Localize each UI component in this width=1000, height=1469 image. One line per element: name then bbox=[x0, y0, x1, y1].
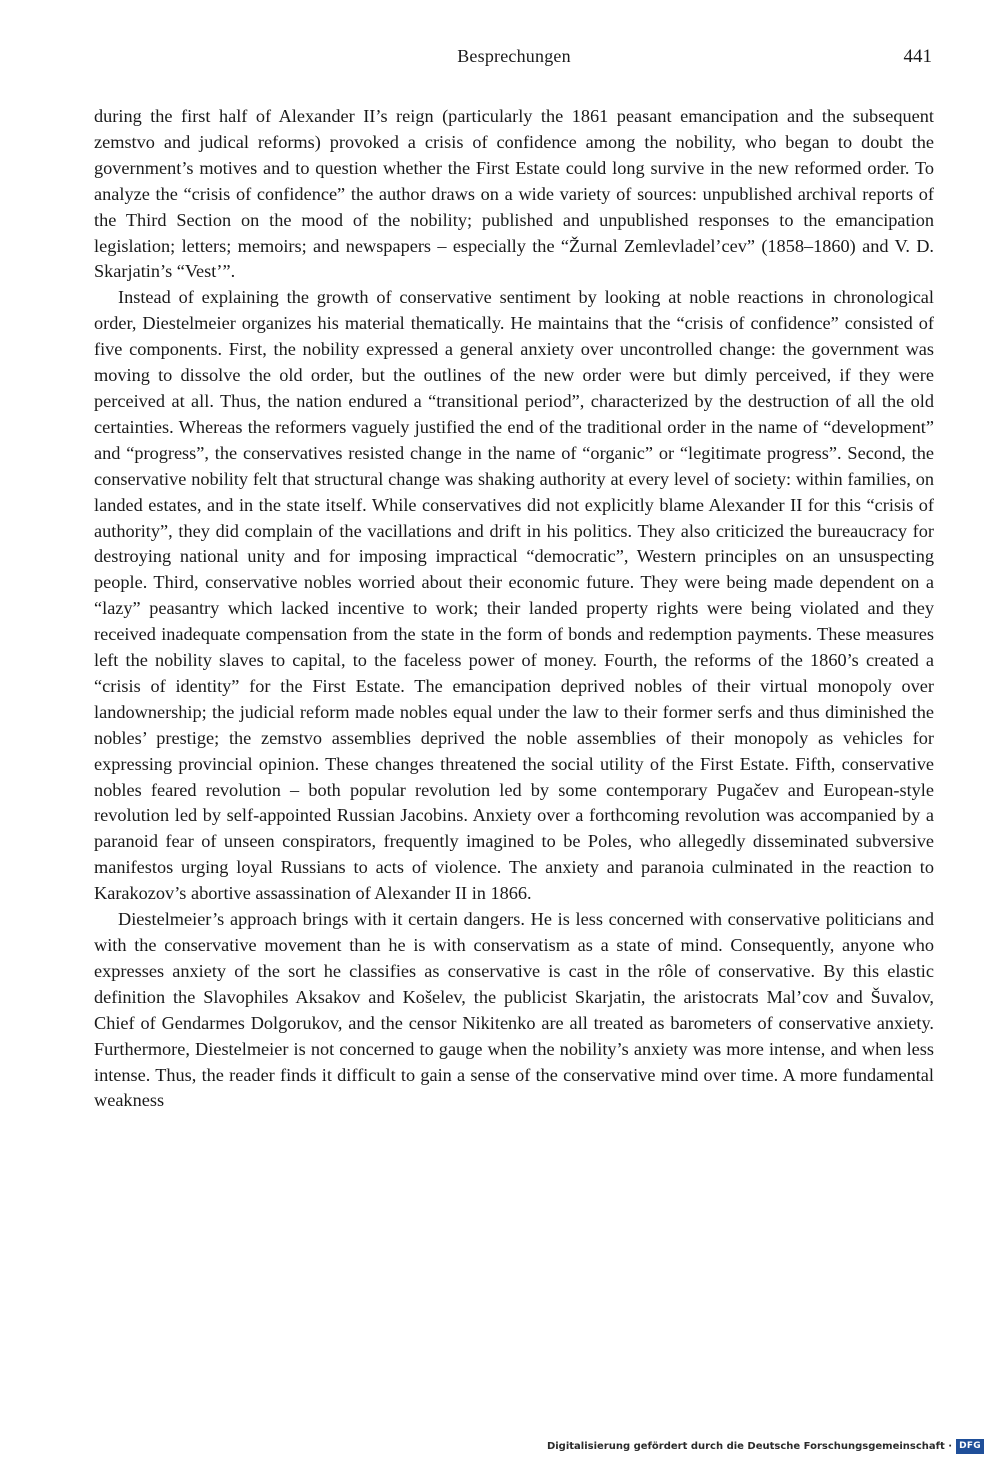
paragraph-2: Instead of explaining the growth of conservative sentiment by looking at noble reactions in chronological order, Diestelmeier organizes his material thematically. He maintains that the “crisis of confidence” consisted of five components. First, the nobility expressed a general anxiety over uncontrolled change: the government was moving to dissolve the old order, but the outlines of the new order were but dimly perceived, if they were perceived at all. Thus, the nation endured a “transitional period”, characterized by the destruction of all the old certainties. Whereas the reformers vaguely justified the end of the traditional order in the name of “development” and “progress”, the conservatives resisted change in the name of “organic” or “legitimate progress”. Second, the conservative nobility felt that structural change was shaking authority at every level of society: within families, on landed estates, and in the state itself. While conservatives did not explicitly blame Alexander II for this “crisis of authority”, they did complain of the vacillations and drift in his politics. They also criticized the bureaucracy for destroying national unity and for imposing impractical “democratic”, Western principles on an unsuspecting people. Third, conservative nobles worried about their economic future. They were being made dependent on a “lazy” peasantry which lacked incentive to work; their landed property rights were being violated and they received inadequate compensation from the state in the form of bonds and redemption payments. These measures left the nobility slaves to capital, to the faceless power of money. Fourth, the reforms of the 1860’s created a “crisis of identity” for the First Estate. The emancipation deprived nobles of their virtual monopoly over landownership; the judicial reform made nobles equal under the law to their former serfs and thus diminished the nobles’ prestige; the zemstvo assemblies deprived the noble assemblies of their monopoly as vehicles for expressing provincial opinion. These changes threatened the social utility of the First Estate. Fifth, conservative nobles feared revolution – both popular revolution led by some contemporary Pugačev and European-style revolution led by self-appointed Russian Jacobins. Anxiety over a forthcoming revolution was accompanied by a paranoid fear of unseen conspirators, frequently imagined to be Poles, who allegedly disseminated subversive manifestos urging loyal Russians to acts of violence. The anxiety and paranoia culminated in the reaction to Karakozov’s abortive assassination of Alexander II in 1866. bbox=[94, 287, 934, 904]
dfg-logo: DFG bbox=[956, 1439, 984, 1454]
paragraph-3: Diestelmeier’s approach brings with it certain dangers. He is less concerned with conservative politicians and with the conservative movement than he is with conservatism as a state of mind. Consequently, anyone who expresses anxiety of the sort he classifies as conservative is cast in the rôle of conservative. By this elastic definition the Slavophiles Aksakov and Košelev, the publicist Skarjatin, the aristocrats Mal’cov and Šuvalov, Chief of Gendarmes Dolgorukov, and the censor Nikitenko are all treated as barometers of conservative anxiety. Furthermore, Diestelmeier is not concerned to gauge when the nobility’s anxiety was more intense, and when less intense. Thus, the reader finds it difficult to gain a sense of the conservative mind over time. A more fundamental weakness bbox=[94, 909, 934, 1111]
paragraph-1: during the first half of Alexander II’s reign (particularly the 1861 peasant emancipation and the subsequent zemstvo and judical reforms) provoked a crisis of confidence among the nobility, who began to doubt the government’s motives and to question whether the First Estate could long survive in the new reformed order. To analyze the “crisis of confidence” the author draws on a wide variety of sources: unpublished archival reports of the Third Section on the mood of the nobility; published and unpublished responses to the emancipation legislation; letters; memoirs; and newspapers – especially the “Žurnal Zemlevladel’cev” (1858–1860) and V. D. Skarjatin’s “Vest’”. bbox=[94, 106, 934, 282]
article-body bbox=[94, 104, 934, 1114]
footer-credit: Digitalisierung gefördert durch die Deutsche Forschungsgemeinschaft · bbox=[546, 1440, 953, 1452]
digitization-footer bbox=[547, 1437, 984, 1455]
running-title: Besprechungen bbox=[457, 46, 571, 66]
page-number: 441 bbox=[903, 46, 932, 67]
page-header bbox=[94, 46, 934, 76]
